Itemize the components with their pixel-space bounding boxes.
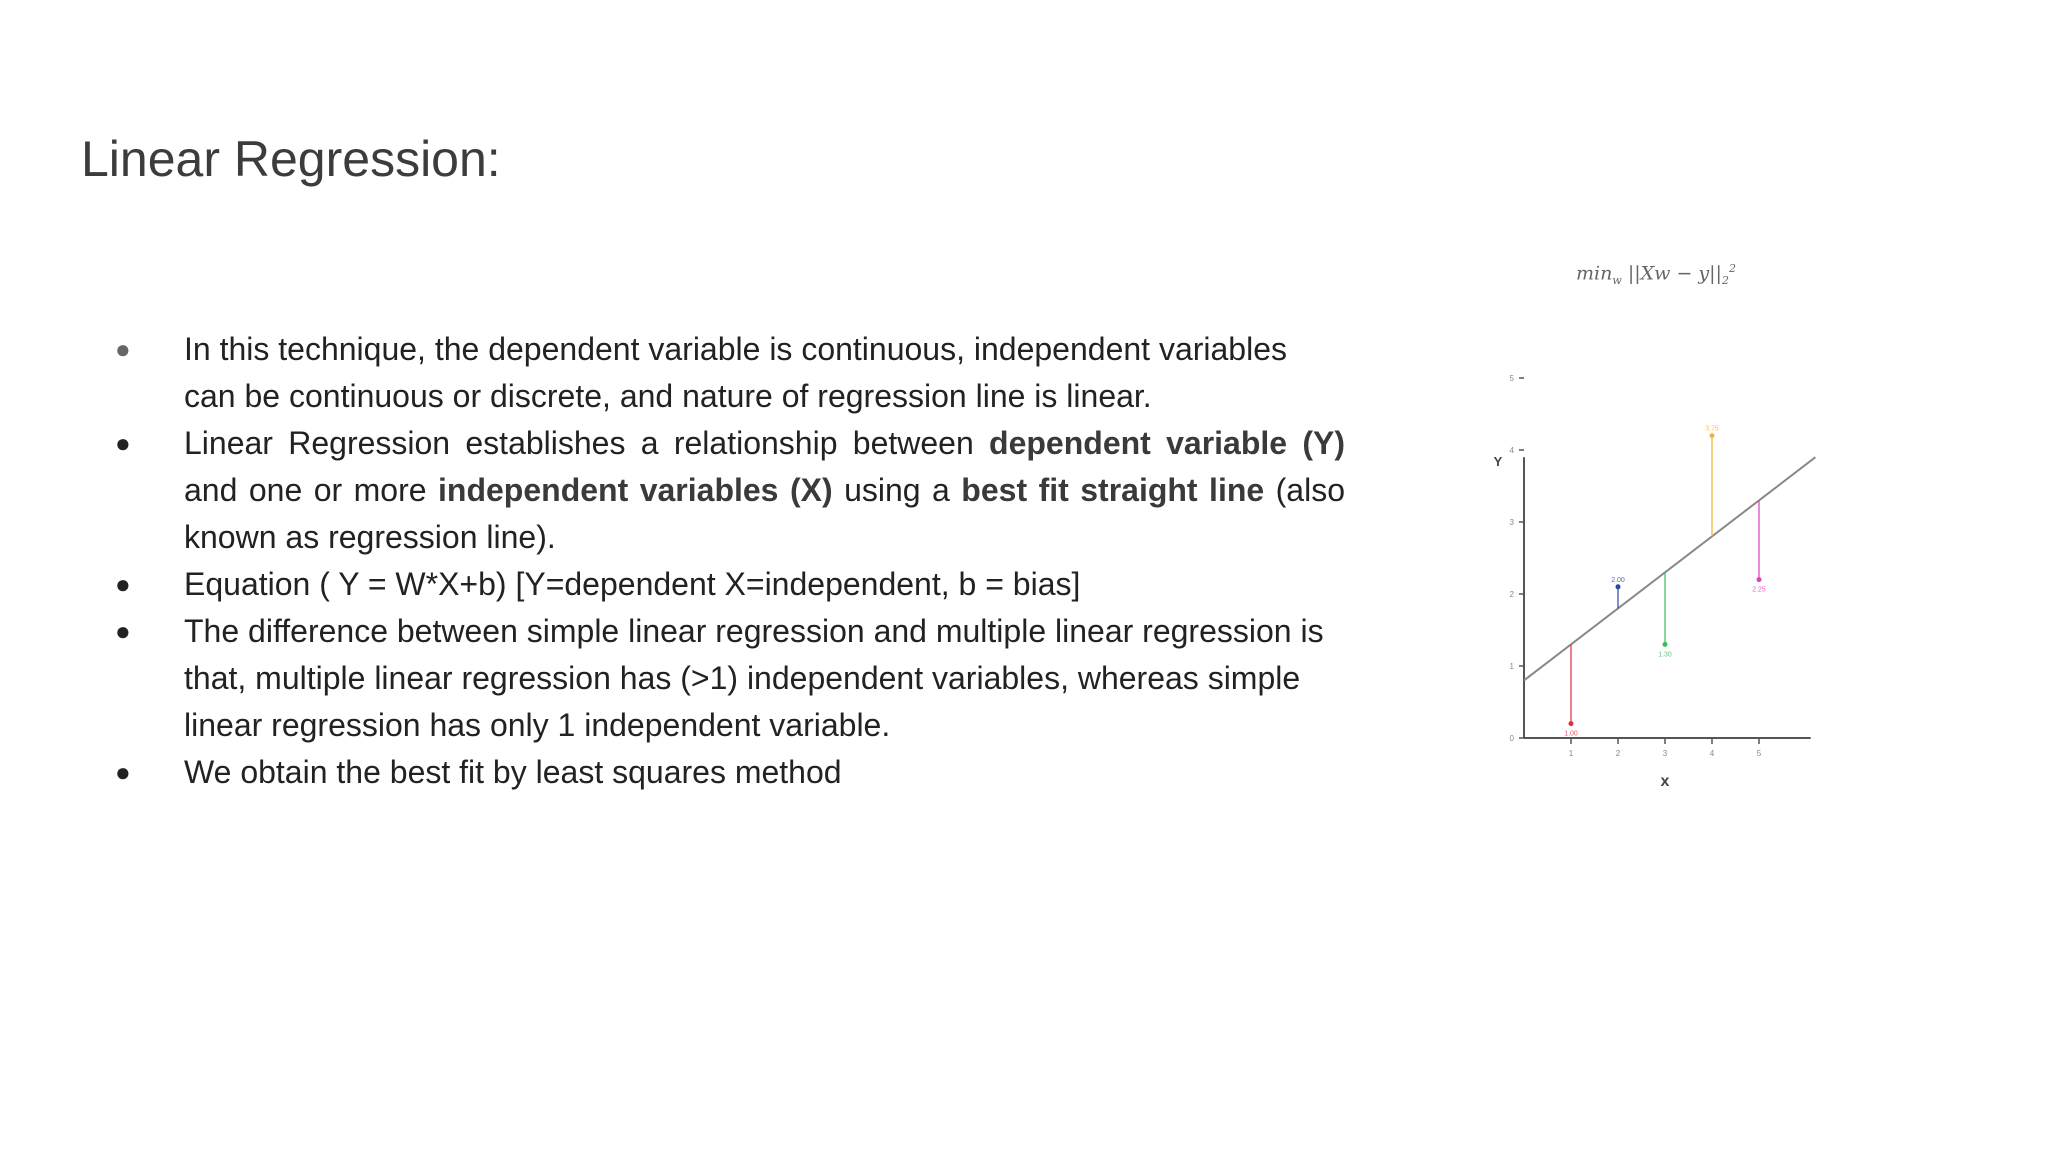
- bullet-list: [115, 326, 1345, 796]
- data-point: [1616, 584, 1621, 589]
- data-point: [1569, 721, 1574, 726]
- bullet-item: [115, 561, 1345, 608]
- x-tick-label: 3: [1662, 749, 1668, 758]
- bullet-text: Equation ( Y = W*X+b) [Y=dependent X=independent, b = bias]: [184, 566, 1081, 602]
- formula-min: min: [1576, 262, 1613, 285]
- bullet-item: [115, 608, 1345, 749]
- residual-label: 1.00: [1564, 730, 1578, 738]
- x-tick-label: 4: [1709, 749, 1715, 758]
- residual-label: 1.30: [1658, 651, 1672, 659]
- data-point: [1757, 577, 1762, 582]
- formula-norm-subscript: 2: [1721, 274, 1729, 288]
- formula-body: ||Xw − y||: [1627, 262, 1722, 285]
- bullet-text-part: Linear Regression establishes a relationship between: [184, 425, 990, 461]
- x-tick-label: 2: [1615, 749, 1621, 758]
- y-axis-label: Y: [1493, 453, 1503, 469]
- bullet-text: We obtain the best fit by least squares method: [184, 754, 842, 790]
- bullet-text-part: and one or more: [184, 472, 439, 508]
- residual-label: 3.75: [1705, 425, 1719, 433]
- bullet-text: The difference between simple linear regression and multiple linear regression is that, multiple linear regression has (>1) independent variables, whereas simple linear regression has only 1 independent variable.: [184, 613, 1324, 743]
- bullet-item: [115, 749, 1345, 796]
- data-point: [1663, 642, 1668, 647]
- bullet-icon: ●: [115, 616, 131, 646]
- y-tick-label: 0: [1509, 734, 1514, 743]
- bullet-text-part: (also known as regression line).: [184, 472, 1345, 555]
- x-tick-label: 5: [1756, 749, 1762, 758]
- formula-power: 2: [1728, 262, 1736, 275]
- residual-label: 2.25: [1752, 586, 1766, 594]
- bullet-text-bold: independent variables (X): [438, 472, 833, 508]
- regression-diagram: [1482, 255, 1842, 805]
- formula-min-subscript: w: [1612, 274, 1622, 288]
- y-tick-label: 3: [1509, 518, 1514, 527]
- residual-label: 2.00: [1611, 576, 1625, 584]
- y-tick-label: 2: [1509, 590, 1514, 599]
- bullet-text-bold: best fit straight line: [961, 472, 1265, 508]
- bullet-icon: ●: [115, 334, 131, 364]
- bullet-text: [184, 420, 1345, 561]
- y-tick-label: 4: [1509, 446, 1514, 455]
- regression-line: [1524, 457, 1815, 680]
- bullet-icon: ●: [115, 569, 131, 599]
- bullet-text-bold: dependent variable (Y): [989, 425, 1345, 461]
- bullet-text: In this technique, the dependent variable is continuous, independent variables can be continuous or discrete, and nature of regression line is linear.: [184, 331, 1287, 414]
- bullet-item: [115, 326, 1345, 420]
- y-tick-label: 1: [1509, 662, 1514, 671]
- y-tick-label: 5: [1509, 374, 1514, 383]
- bullet-icon: ●: [115, 757, 131, 787]
- x-tick-label: 1: [1568, 749, 1574, 758]
- bullet-icon: ●: [115, 428, 131, 458]
- x-axis-label: x: [1660, 773, 1670, 790]
- slide-title: Linear Regression:: [81, 131, 501, 187]
- bullet-text-part: using a: [832, 472, 962, 508]
- bullet-item: [115, 420, 1345, 561]
- data-point: [1710, 433, 1715, 438]
